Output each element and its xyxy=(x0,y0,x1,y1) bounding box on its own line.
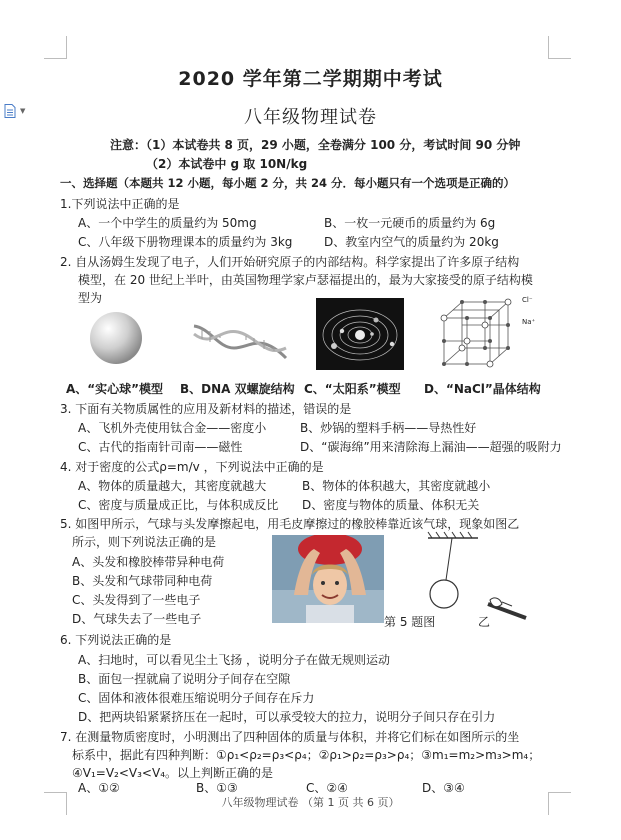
question-stem: ④V₁=V₂<V₃<V₄。以上判断正确的是 xyxy=(72,766,274,780)
option-a: A、扫地时，可以看见尘土飞扬 ，说明分子在做无规则运动 xyxy=(78,653,391,667)
option-c: C、密度与质量成正比，与体积成反比 xyxy=(78,498,279,512)
exam-subtitle: 八年级物理试卷 xyxy=(244,107,377,128)
question-stem: 型为 xyxy=(78,291,103,305)
option-c: C、②④ xyxy=(306,781,348,795)
question-stem: 6. 下列说法正确的是 xyxy=(60,633,172,647)
option-b: B、头发和气球带同种电荷 xyxy=(72,574,213,588)
figure-caption-a: A、“实心球”模型 xyxy=(66,382,164,396)
question-stem: 5. 如图甲所示，气球与头发摩擦起电，用毛皮摩擦过的橡胶棒靠近该气球，现象如图乙 xyxy=(60,517,520,531)
option-d: D、③④ xyxy=(422,781,465,795)
dna-helix-figure xyxy=(190,318,290,368)
option-c: C、古代的指南针司南——磁性 xyxy=(78,440,243,454)
figure-caption-b: B、DNA 双螺旋结构 xyxy=(180,382,295,396)
question-stem: 2. 自从汤姆生发现了电子，人们开始研究原子的内部结构。科学家提出了许多原子结构 xyxy=(60,255,520,269)
question-stem: 4. 对于密度的公式ρ=m/v ，下列说法中正确的是 xyxy=(60,460,324,474)
option-b: B、面包一捏就扁了说明分子间存在空隙 xyxy=(78,672,291,686)
section-heading: 一、选择题（本题共 12 小题，每小题 2 分，共 24 分．每小题只有一个选项是正确的） xyxy=(60,176,516,190)
notice-line-1: 注意：（1）本试卷共 8 页，29 小题，全卷满分 100 分，考试时间 90 分钟 xyxy=(110,138,521,152)
option-a: A、头发和橡胶棒带异种电荷 xyxy=(72,555,225,569)
option-b: B、①③ xyxy=(196,781,238,795)
option-c: C、八年级下册物理课本的质量约为 3kg xyxy=(78,235,293,249)
page-corner-mark xyxy=(548,36,571,59)
figure-caption-c: C、“太阳系”模型 xyxy=(304,382,401,396)
figure-caption-d: D、“NaCl”晶体结构 xyxy=(424,382,541,396)
option-d: D、教室内空气的质量约为 20kg xyxy=(324,235,499,249)
option-a: A、一个中学生的质量约为 50mg xyxy=(78,216,257,230)
option-b: B、炒锅的塑料手柄——导热性好 xyxy=(300,421,477,435)
question-stem: 标系中，据此有四种判断：①ρ₁<ρ₂=ρ₃<ρ₄；②ρ₁>ρ₂=ρ₃>ρ₄；③m₁=m₂>m₃>m₄； xyxy=(72,748,541,762)
question-stem: 7. 在测量物质密度时，小明测出了四种固体的质量与体积，并将它们标在如图所示的坐 xyxy=(60,730,520,744)
question-stem: 模型，在 20 世纪上半叶，由英国物理学家卢瑟福提出的，最为大家接受的原子结构模 xyxy=(78,273,533,287)
option-d: D、气球失去了一些电子 xyxy=(72,612,202,626)
option-c: C、头发得到了一些电子 xyxy=(72,593,201,607)
notice-line-2: （2）本试卷中 g 取 10N/kg xyxy=(146,157,308,171)
figure-label: 第 5 题图 xyxy=(384,615,436,629)
chevron-down-icon[interactable]: ▼ xyxy=(20,107,26,115)
option-a: A、飞机外壳使用钛合金——密度小 xyxy=(78,421,267,435)
solid-sphere-figure xyxy=(88,310,144,366)
option-d: D、密度与物体的质量、体积无关 xyxy=(302,498,480,512)
balloon-boy-photo xyxy=(272,535,384,623)
nacl-crystal-figure xyxy=(438,296,518,372)
solar-system-figure xyxy=(316,298,404,370)
question-stem: 所示，则下列说法正确的是 xyxy=(72,535,217,549)
option-b: B、物体的体积越大，其密度就越小 xyxy=(302,479,491,493)
option-d: D、“碳海绵”用来清除海上漏油——超强的吸附力 xyxy=(300,440,562,454)
question-stem: 3. 下面有关物质属性的应用及新材料的描述，错误的是 xyxy=(60,402,352,416)
option-d: D、把两块铅紧紧挤压在一起时，可以承受较大的拉力，说明分子间只存在引力 xyxy=(78,710,496,724)
page-footer: 八年级物理试卷 （第 1 页 共 6 页） xyxy=(221,796,400,809)
crystal-label-cl: Cl⁻ xyxy=(522,296,533,304)
option-a: A、①② xyxy=(78,781,120,795)
question-stem: 1.下列说法中正确的是 xyxy=(60,197,180,211)
option-c: C、固体和液体很难压缩说明分子间存在斥力 xyxy=(78,691,315,705)
exam-title: 2020 学年第二学期期中考试 xyxy=(178,68,443,90)
figure-label-yi: 乙 xyxy=(478,615,491,629)
pendulum-balloon-diagram xyxy=(408,530,538,622)
page-corner-mark xyxy=(44,36,67,59)
option-b: B、一枚一元硬币的质量约为 6g xyxy=(324,216,496,230)
crystal-label-na: Na⁺ xyxy=(522,318,536,326)
option-a: A、物体的质量越大，其密度就越大 xyxy=(78,479,267,493)
